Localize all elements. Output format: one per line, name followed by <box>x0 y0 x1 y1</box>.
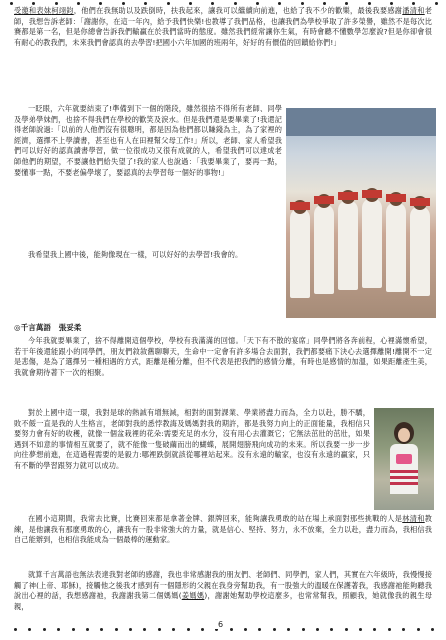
border-dot <box>158 628 161 631</box>
paragraph-intro <box>14 6 432 48</box>
border-dot <box>417 628 420 631</box>
intro-text-b: ，他們在我無助以及跌倒時，扶我起來，讓我可以繼續向前進，也給了我不少的歡樂，最後我要感謝 <box>73 6 403 15</box>
border-dot <box>435 2 438 5</box>
border-dot <box>10 2 13 5</box>
border-dot <box>287 628 290 631</box>
border-dot <box>14 628 17 631</box>
border-dot <box>144 2 147 5</box>
border-dot <box>330 628 333 631</box>
border-dot <box>345 2 348 5</box>
page-number: 6 <box>214 620 227 629</box>
border-dot <box>43 628 46 631</box>
border-dot <box>273 628 276 631</box>
border-dot <box>32 2 35 5</box>
border-dot <box>244 628 247 631</box>
border-dot <box>99 2 102 5</box>
intro-name-1: 柯翊鈞 <box>51 6 74 15</box>
border-dot <box>302 628 305 631</box>
border-dot <box>122 2 125 5</box>
border-dot <box>172 628 175 631</box>
border-dot <box>189 2 192 5</box>
intro-text-a: 受邀和表妹 <box>14 6 52 15</box>
paragraph-7 <box>14 570 432 612</box>
border-dot <box>278 2 281 5</box>
student-photo <box>374 408 434 510</box>
border-dot <box>412 2 415 5</box>
border-dot <box>167 2 170 5</box>
border-dot <box>368 2 371 5</box>
p7-text-b: )，謝謝她幫助學校這麼多，也常常幫我，照顧我，她就像我的親生母親， <box>14 591 432 611</box>
border-dot <box>28 628 31 631</box>
paragraph-3: 我希望我上國中後，能夠像現在一樣，可以好好的去學習!我會的。 <box>28 250 243 259</box>
border-dot <box>77 2 80 5</box>
border-dot <box>57 628 60 631</box>
border-dot <box>129 628 132 631</box>
border-dot <box>388 628 391 631</box>
p6-coach-name: 林清和 <box>402 514 425 523</box>
border-dot <box>359 628 362 631</box>
intro-name-2: 潘清和 <box>402 6 425 15</box>
border-dot <box>234 2 237 5</box>
border-dot <box>143 628 146 631</box>
border-dot <box>402 628 405 631</box>
p6-text-b: 教練，是他讓我有那麼勇敢的心，讓我有一股非常強大的力量，就是信心、堅持、努力，永不放棄，全力以赴，盡力而為，我相信我自己能辦到，也相信我能成為一個最棒的運動家。 <box>14 514 432 545</box>
border-dot <box>301 2 304 5</box>
section-title: ◎千言萬語 張妥柔 <box>14 323 82 332</box>
border-dot <box>86 628 89 631</box>
p6-text-a: 在國小這期間，我常去比賽，比賽回來都是拿著金牌、銀牌回來，能夠讓我勇敢的站在場上承面對那些挑戰的人是 <box>28 514 403 523</box>
p7-text-a: 就算千言萬語也無法表達我對老師的感謝，我也非常感謝我的朋友們、老師們、同學們，家人們，其實在六年級時，我慢慢接觸了神(上帝、耶穌)，接觸他之後我才感到有一個隱形的父親在我身旁幫助我，有一股強大的溫暖在保護著我，我感謝祂能夠聽我說出心裡的話，我想感謝祂，我謝謝我第二個媽媽( <box>14 570 432 601</box>
paragraph-2: 一眨眼，六年就要結束了!準備到下一個的階段，雖然很捨不得所有老師、同學及學弟學妹們，也捨不得我們在學校的歡笑及淚水。但是我們還是要畢業了!我還記得老師說過:「以前的人他們沒有很聰明，都是因為他們都以賺錢為主，為了家裡的經濟，選擇不上學讀書，甚至也有人在田裡幫父母工作!」所以，老師、家人希望我們可以好好的認真讀書學習，做一位很成功又很有成就的人，希望我們可以達成老師他們的期望，不要讓他們給失望了!我的家人也說過：「我要畢業了，要再一點，要懂事一點，不要老偏學壞了，要認真的去學習每一個好的事物!」 <box>14 104 282 177</box>
p7-name: 姜媽媽 <box>181 591 205 601</box>
border-dot <box>211 2 214 5</box>
border-dot <box>187 628 190 631</box>
border-dot <box>390 2 393 5</box>
border-dot <box>345 628 348 631</box>
border-dot <box>431 628 434 631</box>
border-dot <box>72 628 75 631</box>
border-dot <box>373 628 376 631</box>
border-dot <box>323 2 326 5</box>
paragraph-4: 今年我就要畢業了，捨不得離開這個學校，學校有我滿滿的回憶。「天下有不散的宴席」同學們將各奔前程，心裡滿懷希望，若干年後還能跟小的同學們，朋友們敘敘舊聊聊天，生命中一定會有許多場合去面對，我們都要痛下決心去選擇離開!離開不一定是悲傷，是為了選擇另一種相遇的方式，距離是種分離，但不代表是把我們的感情分離，有時也是感情的加溫，如果距離產生美，我就會期待著下一次的相聚。 <box>14 336 432 377</box>
border-dot <box>258 628 261 631</box>
paragraph-5: 對於上國中這一環，我對是球的熱誠有增無減，相對的面對課業、學業將盡力而為，全力以赴，勝不驕，敗不餒一直是我的人生格言，老師對我的悉悖教誨及媽媽對我的期許，都是我努力向上的正面能量，我相信只要努力會有好的收穫，就像一個盆栽裡的花朵:需要充足的水分，沒有用心去灌溉它；它無法茁壯的茁壯，如果遇到不如意的事情相互就要了，就不能像一隻破繭而出的蝴蝶，展開翅膀飛向成功的未來。所以我要一步一步向往夢想前進，在這過程需要的是毅力:哪裡跌倒就該從哪裡站起來。沒有永遠的輸家，也沒有永遠的贏家，只有不斷的學習跟努力就可以成功。 <box>14 408 370 470</box>
intro-text-c: 老師，我想告訴老師：「謝謝你，在這一年內，給予我們快樂!也教導了我們品格，也讓我們為學校爭取了許多榮譽，雖然不是每次比賽都是第一名，但是你總會告訴我們輸贏在於我們當時的態度。雖然我們經常讓你生氣，有時會聽不懂數學怎麼說?但是你卻會很有耐心的教我們，未來我們會認真的去學習!把國小六年加國的班兩年，好好的有價值的回饋給你們!」 <box>14 6 432 47</box>
border-dot <box>316 628 319 631</box>
border-dot <box>115 628 118 631</box>
border-dot <box>55 2 58 5</box>
border-dot <box>230 628 233 631</box>
paragraph-6 <box>14 514 432 546</box>
border-dot <box>201 628 204 631</box>
border-dot <box>100 628 103 631</box>
class-photo <box>286 108 436 318</box>
border-dot <box>256 2 259 5</box>
